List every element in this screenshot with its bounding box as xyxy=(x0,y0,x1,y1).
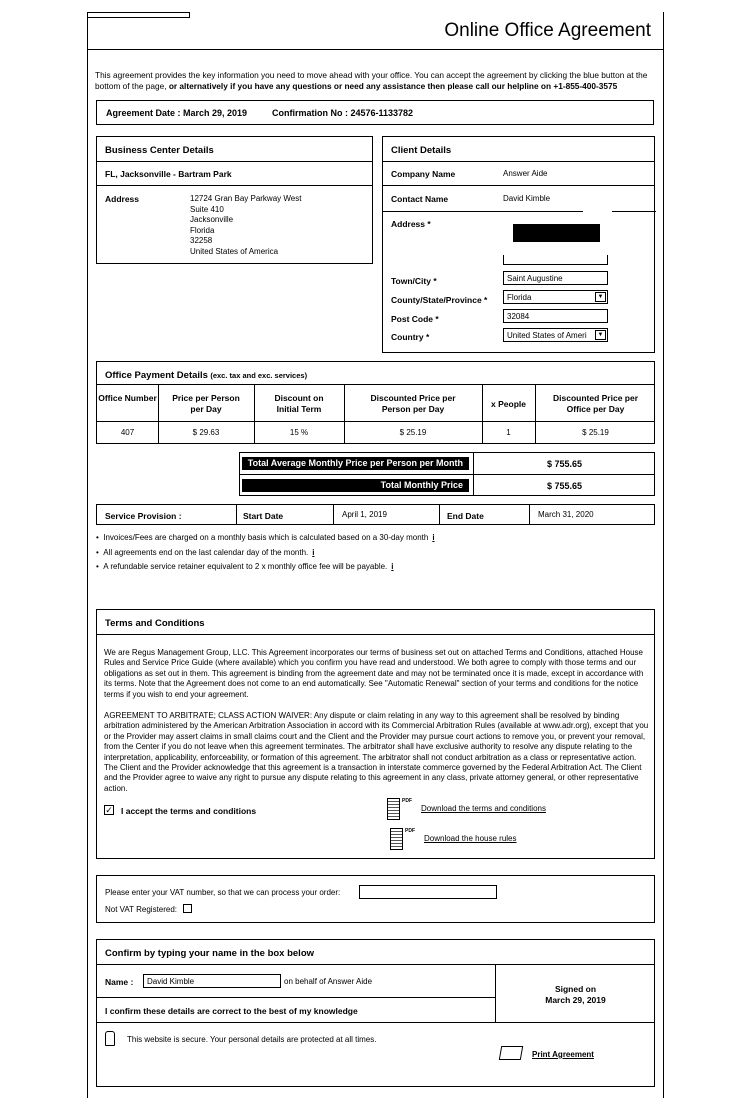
col-header: Price per Person per Day xyxy=(172,393,240,414)
col-divider xyxy=(529,505,530,524)
state-label: County/State/Province * xyxy=(391,295,488,305)
agreement-date: Agreement Date : March 29, 2019 xyxy=(106,108,248,118)
intro-text xyxy=(95,70,655,92)
business-center-location: FL, Jacksonville - Bartram Park xyxy=(105,169,232,179)
company-label: Company Name xyxy=(391,169,456,179)
divider xyxy=(383,185,654,186)
town-input[interactable]: Saint Augustine xyxy=(503,271,608,285)
pdf-icon xyxy=(390,828,403,850)
chevron-down-icon[interactable]: ▼ xyxy=(595,292,606,302)
divider xyxy=(612,211,656,212)
avg-price-value: $ 755.65 xyxy=(546,459,583,469)
divider xyxy=(97,161,372,162)
address-line2-input[interactable] xyxy=(503,255,608,265)
contact-value: David Kimble xyxy=(503,194,551,203)
download-terms-link[interactable]: Download the terms and conditions xyxy=(421,804,546,813)
col-header: Office Number xyxy=(98,393,157,403)
address-line: United States of America xyxy=(190,246,279,256)
name-label: Name : xyxy=(105,977,134,987)
country-label: Country * xyxy=(391,332,430,342)
payment-heading-wrap xyxy=(105,370,307,381)
service-label: Service Provision : xyxy=(105,511,182,521)
total-price-label: Total Monthly Price xyxy=(242,479,469,492)
print-agreement-link[interactable]: Print Agreement xyxy=(532,1050,594,1059)
post-code-label: Post Code * xyxy=(391,314,439,324)
avg-price-label: Total Average Monthly Price per Person per Month xyxy=(242,457,469,470)
total-price-value: $ 755.65 xyxy=(546,481,583,491)
agreement-date-box xyxy=(96,100,654,125)
business-center-address xyxy=(190,194,301,258)
chevron-down-icon[interactable]: ▼ xyxy=(595,330,606,340)
divider xyxy=(383,211,583,212)
confirm-heading: Confirm by typing your name in the box below xyxy=(105,948,315,959)
country-value: United States of Ameri xyxy=(507,331,587,340)
address-line: Florida xyxy=(190,225,215,235)
client-details-heading: Client Details xyxy=(391,145,452,156)
top-progress-bar xyxy=(87,12,190,18)
business-center-heading: Business Center Details xyxy=(105,145,214,156)
client-details-box xyxy=(382,136,655,353)
address-label: Address xyxy=(105,194,140,204)
divider xyxy=(383,161,654,162)
col-divider xyxy=(236,505,237,524)
town-label: Town/City * xyxy=(391,276,437,286)
note-item: • All agreements end on the last calendar day of the month. i xyxy=(96,548,315,557)
download-house-rules-link[interactable]: Download the house rules xyxy=(424,834,517,843)
business-center-box xyxy=(96,136,373,264)
col-header: Discounted Price per Person per Day xyxy=(370,393,456,414)
address-line: 32258 xyxy=(190,236,213,246)
terms-paragraph-2: AGREEMENT TO ARBITRATE; CLASS ACTION WAIVER: Any dispute or claim relating in any way to this agreement shall be resolved by binding arbitration administered by the American Arbitration Association in accord with its Commercial Arbitration Rules (available at www.adr.org), except that you or the Provider may assert claims in small claims court and the Client and the Provider may pursue court actions to remove you, or prevent your removal, from the Center if you do not leave when this agreement terminates. The arbitrator shall have exclusive authority to resolve any dispute relating to the interpretation, applicability, enforceability, or formation of this agreement. The arbitrator shall not conduct arbitration as a class or representative action. The Client and the Provider acknowledge that this agreement is a transaction in interstate commerce governed by the Federal Arbitration Act. The Client and the Provider agree to waive any right to pursue any dispute relating to this agreement in any class, private attorney general, or other representative action. xyxy=(104,711,649,793)
note-item: • Invoices/Fees are charged on a monthly basis which is calculated based on a 30-day month i xyxy=(96,533,435,542)
info-icon[interactable]: i xyxy=(391,562,394,571)
redacted-address xyxy=(513,224,600,242)
accept-terms-label: I accept the terms and conditions xyxy=(121,806,257,816)
confirm-box xyxy=(96,939,655,1087)
confirm-details-text: I confirm these details are correct to the best of my knowledge xyxy=(105,1006,358,1016)
address-line: Jacksonville xyxy=(190,215,234,225)
divider xyxy=(97,997,495,998)
vat-box xyxy=(96,875,655,923)
payment-heading: Office Payment Details xyxy=(105,370,208,381)
totals-box xyxy=(239,452,655,496)
divider xyxy=(97,634,654,635)
address-label: Address * xyxy=(391,219,431,229)
divider xyxy=(97,185,372,186)
divider xyxy=(97,421,654,422)
intro-plain: This agreement provides the key information you need to move ahead with your office. You can accept the agreement by clicking the blue button at the bottom of the page, xyxy=(95,70,648,91)
contact-label: Contact Name xyxy=(391,194,449,204)
table-cell: 1 xyxy=(506,428,511,437)
start-date-value: April 1, 2019 xyxy=(342,510,387,519)
confirmation-number: Confirmation No : 24576-1133782 xyxy=(272,108,414,118)
signed-label: Signed on xyxy=(554,984,597,994)
table-cell: $ 25.19 xyxy=(582,428,609,437)
address-line: 12724 Gran Bay Parkway West xyxy=(190,194,302,203)
secure-text: This website is secure. Your personal details are protected at all times. xyxy=(127,1035,377,1044)
info-icon[interactable]: i xyxy=(432,533,435,542)
divider xyxy=(240,474,654,475)
col-divider xyxy=(333,505,334,524)
note-text: A refundable service retainer equivalent to 2 x monthly office fee will be payable. xyxy=(103,562,388,571)
divider xyxy=(97,384,654,385)
pdf-tag: PDF xyxy=(402,798,412,804)
intro-helpline: or alternatively if you have any questions or need any assistance then please call our helpline on +1-855-400-3575 xyxy=(168,81,618,91)
behalf-text: on behalf of Answer Aide xyxy=(284,977,373,986)
frame-right-border xyxy=(663,12,664,1098)
divider xyxy=(97,1022,654,1023)
company-value: Answer Aide xyxy=(503,169,548,178)
col-divider xyxy=(439,505,440,524)
header-divider xyxy=(87,49,664,50)
table-cell: 407 xyxy=(120,428,135,437)
state-value: Florida xyxy=(507,293,532,302)
lock-icon xyxy=(105,1031,115,1046)
col-header: Discounted Price per Office per Day xyxy=(552,393,639,414)
table-cell: $ 29.63 xyxy=(192,428,220,437)
vat-prompt: Please enter your VAT number, so that we can process your order: xyxy=(105,888,341,897)
pdf-tag: PDF xyxy=(405,828,415,834)
not-vat-label: Not VAT Registered: xyxy=(105,905,178,914)
pdf-icon xyxy=(387,798,400,820)
page-title: Online Office Agreement xyxy=(444,20,651,41)
service-provision-box xyxy=(96,504,655,525)
col-header: Discount on Initial Term xyxy=(274,393,324,414)
terms-heading: Terms and Conditions xyxy=(105,618,205,629)
end-date-label: End Date xyxy=(447,511,484,521)
payment-details-box xyxy=(96,361,655,444)
table-cell: 15 % xyxy=(289,428,309,437)
note-text: All agreements end on the last calendar day of the month. xyxy=(103,548,309,557)
payment-heading-note: (exc. tax and exc. services) xyxy=(210,371,308,380)
accept-terms-checkbox[interactable]: ✓ xyxy=(105,805,113,815)
signed-date: March 29, 2019 xyxy=(545,995,606,1005)
vat-number-input[interactable] xyxy=(359,885,497,899)
address-line: Suite 410 xyxy=(190,204,224,214)
printer-icon[interactable] xyxy=(499,1046,523,1060)
name-input[interactable]: David Kimble xyxy=(143,974,281,988)
col-header: x People xyxy=(491,399,526,409)
divider xyxy=(97,964,654,965)
state-select[interactable] xyxy=(503,290,608,304)
post-code-input[interactable]: 32084 xyxy=(503,309,608,323)
note-text: Invoices/Fees are charged on a monthly basis which is calculated based on a 30-day month xyxy=(103,533,429,542)
terms-paragraph-1: We are Regus Management Group, LLC. This Agreement incorporates our terms of business set out on attached Terms and Conditions, attached House Rules and Service Price Guide (where available) which you confirm you have read and understood. We both agree to comply with those terms and our obligations as set out in them. This agreement is binding from the agreement date and may not be terminated once it is made, except in accordance with its terms. Note that the Agreement does not come to an end automatically. See "Automatic Renewal" section of your terms and conditions for the notice terms if you wish to end your agreement. xyxy=(104,648,644,699)
start-date-label: Start Date xyxy=(243,511,284,521)
table-cell: $ 25.19 xyxy=(399,428,427,437)
country-select[interactable] xyxy=(503,328,608,342)
info-icon[interactable]: i xyxy=(312,548,315,557)
end-date-value: March 31, 2020 xyxy=(538,510,594,519)
not-vat-checkbox[interactable] xyxy=(183,904,192,913)
note-item: • A refundable service retainer equivalent to 2 x monthly office fee will be payable. i xyxy=(96,562,394,571)
frame-left-border xyxy=(87,12,88,1098)
